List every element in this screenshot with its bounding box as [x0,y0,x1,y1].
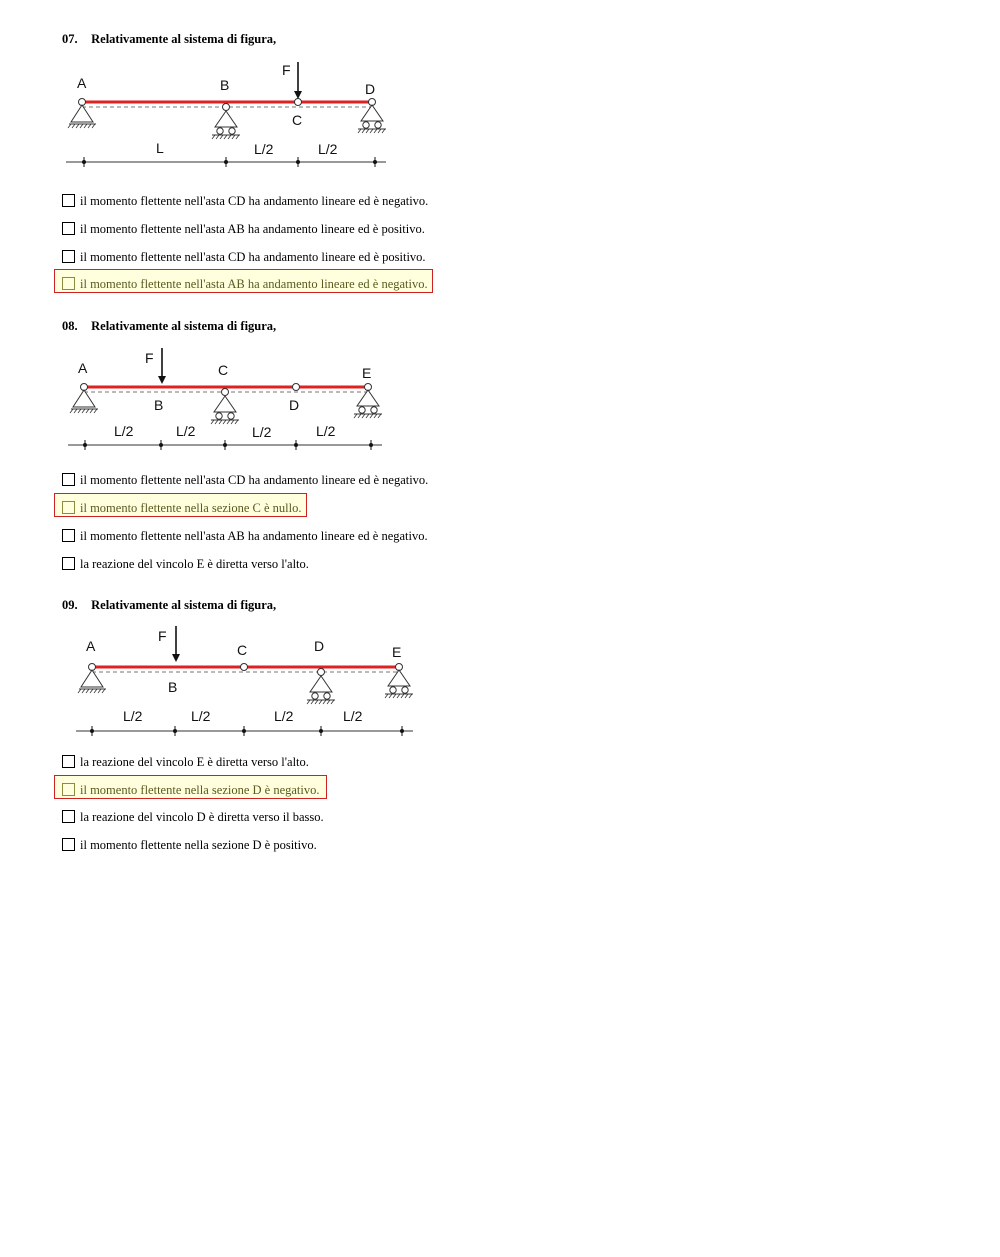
label-b: B [154,397,164,413]
roller-support-c [211,396,239,424]
span-label: L/2 [343,708,363,724]
label-e: E [392,644,402,660]
checkbox[interactable] [62,755,75,768]
label-f: F [282,62,291,78]
question-number: 09. [62,598,78,612]
option-text: il momento flettente nell'asta AB ha andamento lineare ed è negativo. [80,277,428,291]
force-arrow-icon [158,348,166,384]
checkbox[interactable] [62,557,75,570]
beam-figure-08 [60,343,400,458]
question-text: Relativamente al sistema di figura, [91,32,277,46]
span-label: L/2 [191,708,211,724]
label-d: D [365,81,376,97]
checkbox[interactable] [62,529,75,542]
checkbox[interactable] [62,810,75,823]
option-text: la reazione del vincolo E è diretta verso l'alto. [80,557,309,571]
option-text: la reazione del vincolo E è diretta verso l'alto. [80,755,309,769]
label-e: E [362,365,372,381]
option-text: il momento flettente nell'asta CD ha andamento lineare ed è positivo. [80,250,426,264]
span-label: L/2 [254,141,274,157]
label-a: A [78,360,88,376]
label-c: C [218,362,229,378]
hinge-support-a [68,105,96,128]
question-text: Relativamente al sistema di figura, [91,598,277,612]
question-title [62,598,276,613]
node-d [293,384,300,391]
checkbox[interactable] [62,838,75,851]
span-label: L/2 [274,708,294,724]
label-c: C [292,112,303,128]
checkbox[interactable] [62,250,75,263]
option-text: il momento flettente nella sezione D è negativo. [80,783,320,797]
question-title [62,319,276,334]
roller-support-d [307,676,335,704]
label-f: F [158,628,167,644]
question-number: 08. [62,319,78,333]
label-b: B [168,679,178,695]
hinge-support-a [78,670,106,693]
checkbox[interactable] [62,222,75,235]
node-c [222,389,229,396]
roller-support-d [358,105,386,133]
question-number: 07. [62,32,78,46]
hinge-support-a [70,390,98,413]
checkbox[interactable] [62,277,75,290]
span-label: L/2 [318,141,338,157]
node-b [223,104,230,111]
option-text: la reazione del vincolo D è diretta verso il basso. [80,810,324,824]
span-label: L/2 [252,424,272,440]
label-f: F [145,350,154,366]
roller-support-e [385,670,413,698]
label-b: B [220,77,230,93]
option-text: il momento flettente nell'asta CD ha andamento lineare ed è negativo. [80,473,429,487]
question-text: Relativamente al sistema di figura, [91,319,277,333]
option-text: il momento flettente nella sezione D è positivo. [80,838,317,852]
force-arrow-icon [294,62,302,99]
span-label: L/2 [114,423,134,439]
span-label: L/2 [176,423,196,439]
option-text: il momento flettente nella sezione C è nullo. [80,501,302,515]
question-title [62,32,276,47]
roller-support-b [212,111,240,139]
checkbox[interactable] [62,783,75,796]
option-text: il momento flettente nell'asta AB ha andamento lineare ed è positivo. [80,222,425,236]
span-label: L/2 [123,708,143,724]
label-a: A [77,75,87,91]
option-text: il momento flettente nell'asta AB ha andamento lineare ed è negativo. [80,529,428,543]
span-label: L [156,140,164,156]
label-d: D [314,638,325,654]
checkbox[interactable] [62,473,75,486]
node-c [295,99,302,106]
label-c: C [237,642,248,658]
option-text: il momento flettente nell'asta CD ha andamento lineare ed è negativo. [80,194,429,208]
checkbox[interactable] [62,194,75,207]
force-arrow-icon [172,626,180,662]
span-label: L/2 [316,423,336,439]
beam-figure-09 [68,622,418,742]
node-c [241,664,248,671]
checkbox[interactable] [62,501,75,514]
label-a: A [86,638,96,654]
roller-support-e [354,390,382,418]
beam-figure-07 [60,55,400,170]
node-d [318,669,325,676]
label-d: D [289,397,300,413]
